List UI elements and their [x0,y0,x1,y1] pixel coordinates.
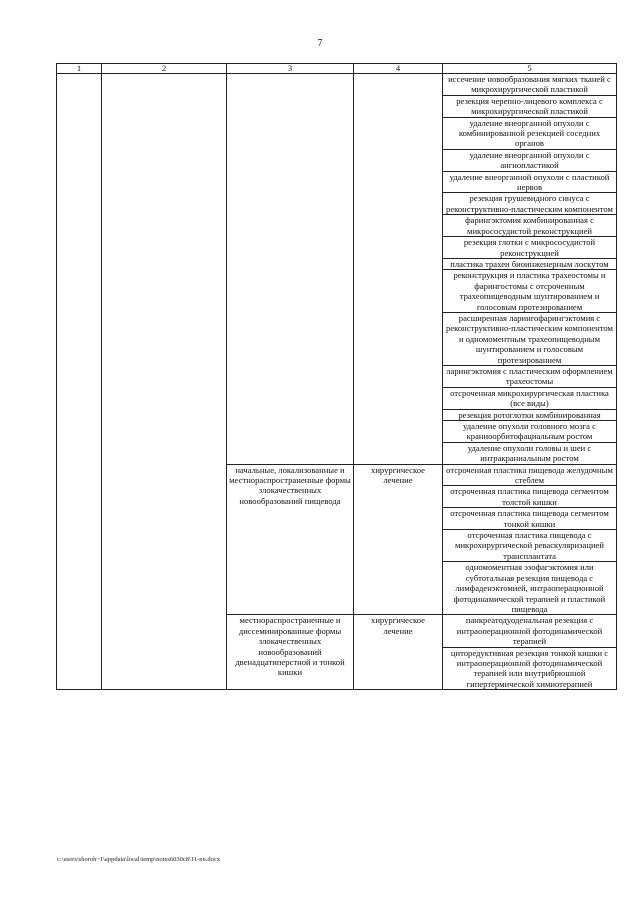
procedure-cell: одномоментная эзофагэктомия или субтотальная резекция пищевода с лимфаденэктомией, интраоперационной фотодинамической терапией и пластикой пищевода [443,562,617,615]
procedure-cell: удаление внеорганной опухоли с комбинированной резекцией соседних органов [443,117,617,149]
procedure-cell: резекция грушевидного синуса с реконструктивно-пластическим компонентом [443,193,617,215]
procedure-cell: отсроченная пластика пищевода сегментом тонкой кишки [443,508,617,530]
column-1-cell [57,74,102,690]
column-number-2: 2 [102,64,227,74]
procedure-cell: удаление внеорганной опухоли с пластикой нервов [443,171,617,193]
procedure-cell: фарингэктомия комбинированная с микрососудистой реконструкцией [443,215,617,237]
procedure-cell: реконструкция и пластика трахеостомы и фарингостомы с отсроченным трахеопищеводным шунтированием и голосовым протезированием [443,270,617,313]
procedure-cell: резекция черепно-лицевого комплекса с микрохирургической пластикой [443,95,617,117]
column-number-3: 3 [227,64,354,74]
column-number-1: 1 [57,64,102,74]
table-row [57,74,617,96]
procedure-cell: отсроченная пластика пищевода с микрохирургической реваскуляризацией трансплантата [443,530,617,562]
column-number-5: 5 [443,64,617,74]
footer-file-path: c:\users\shoroh~1\appdata\local\temp\notes6030c8\11-nn.docx [57,856,221,863]
procedure-cell: пластика трахеи биоинженерным лоскутом [443,258,617,269]
procedure-cell: резекция глотки с микрососудистой реконструкцией [443,237,617,259]
procedure-cell: циторедуктивная резекция тонкой кишки с интраоперационной фотодинамической терапией или внутрибрюшной гипертермической химиотерапией [443,647,617,690]
treatment-table [56,63,617,690]
treatment-type-cell: хирургическое лечение [354,615,443,690]
procedure-cell: отсроченная микрохирургическая пластика (все виды) [443,387,617,409]
column-2-cell [102,74,227,690]
procedure-cell: резекция ротоглотки комбинированная [443,409,617,420]
procedure-cell: ларингэктомия с пластическим оформлением трахеостомы [443,365,617,387]
procedure-cell: отсроченная пластика пищевода сегментом толстой кишки [443,486,617,508]
procedure-cell: удаление опухоли головы и шеи с интракраниальным ростом [443,442,617,464]
procedure-cell: панкреатодуоденальная резекция с интраоперационной фотодинамической терапией [443,615,617,647]
procedure-cell: иссечение новообразования мягких тканей с микрохирургической пластикой [443,74,617,96]
diagnosis-cell: начальные, локализованные и местнораспространенные формы злокачественных новообразований пищевода [227,464,354,615]
treatment-type-cell: хирургическое лечение [354,464,443,615]
procedure-cell: удаление внеорганной опухоли с ангиопластикой [443,149,617,171]
procedure-cell: расширенная ларингофарингэктомия с реконструктивно-пластическим компонентом и одномоментным трахеопищеводным шунтированием и голосовым протезированием [443,312,617,365]
procedure-cell: отсроченная пластика пищевода желудочным стеблем [443,464,617,486]
treatment-cell-empty [354,74,443,465]
column-number-4: 4 [354,64,443,74]
page-number: 7 [317,38,323,49]
diagnosis-cell-empty [227,74,354,465]
procedure-cell: удаление опухоли головного мозга с краниоорбитофациальным ростом [443,421,617,443]
diagnosis-cell: местнораспространенные и диссеминированные формы злокачественных новообразований двенадцатиперстной и тонкой кишки [227,615,354,690]
column-number-row [57,64,617,74]
